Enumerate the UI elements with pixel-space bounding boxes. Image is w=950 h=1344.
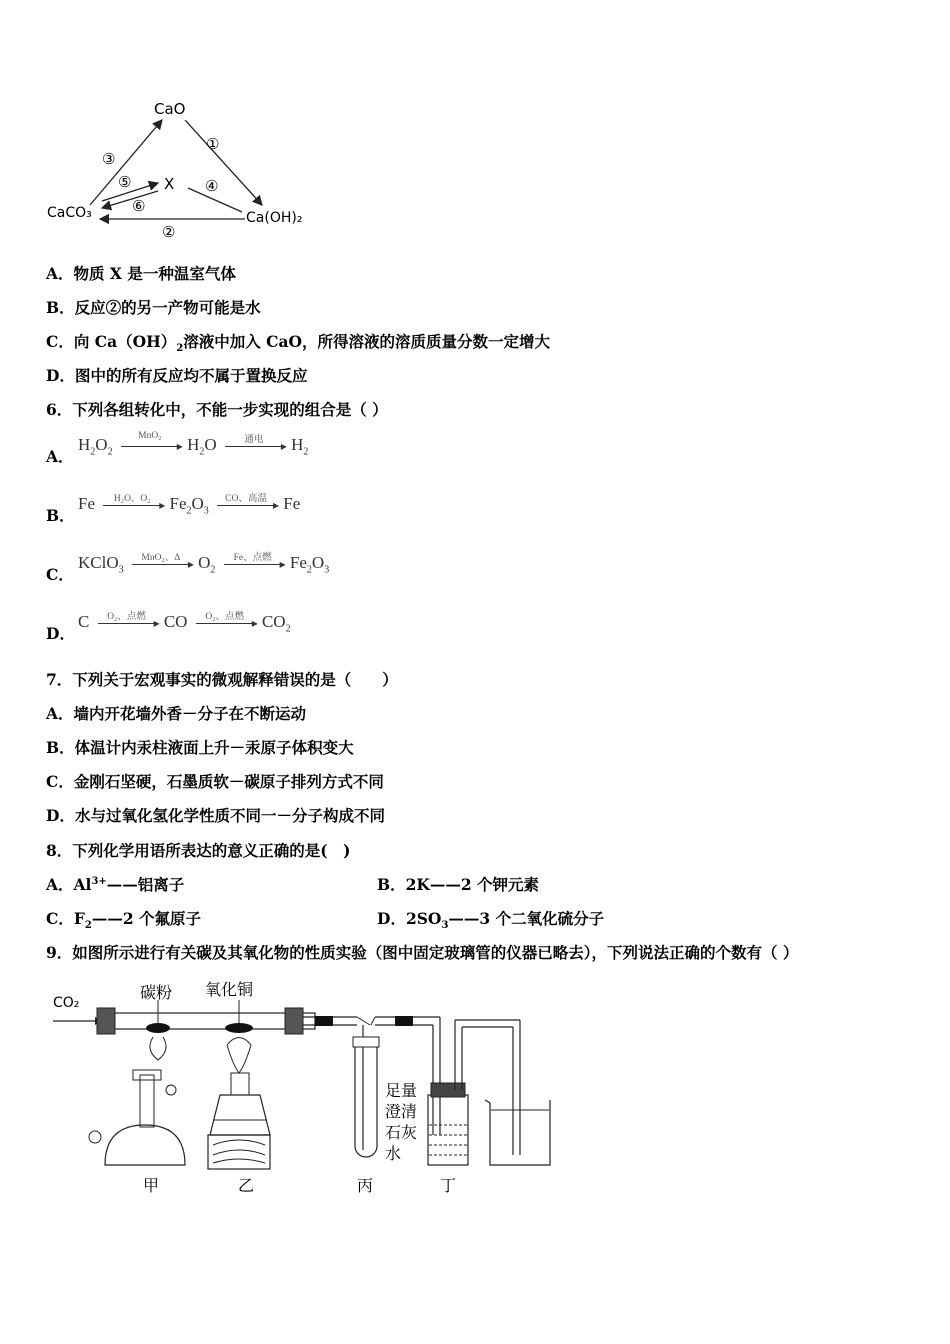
copper-oxide-label: 氧化铜 <box>205 980 254 999</box>
co2-label: CO₂ <box>53 995 80 1011</box>
arrow-3 <box>90 120 162 205</box>
limewater-label <box>385 1080 417 1164</box>
limewater-line-1: 足量 <box>385 1081 418 1100</box>
arrow-6 <box>102 191 158 208</box>
q6-stem: 6．下列各组转化中，不能一步实现的组合是（ ） <box>46 400 388 419</box>
carbon-powder-label: 碳粉 <box>140 983 173 1002</box>
label-yi: 乙 <box>238 1176 255 1195</box>
q8-option-b: B．2K——2 个钾元素 <box>377 875 540 894</box>
q6-d-label: D． <box>46 624 75 643</box>
label-jia: 甲 <box>143 1176 160 1195</box>
reaction-2-label: ② <box>162 223 176 241</box>
caoh2-label: Ca(OH)₂ <box>246 210 303 226</box>
q7-option-c: C．金刚石坚硬，石墨质软－碳原子排列方式不同 <box>46 772 384 791</box>
q5-option-c <box>46 330 550 354</box>
caco3-label: CaCO₃ <box>47 205 92 221</box>
arrow-icon: MnO₂、Δ ▸ <box>128 555 194 573</box>
q9-stem: 9．如图所示进行有关碳及其氧化物的性质实验（图中固定玻璃管的仪器已略去），下列说法正确的个数有（ ） <box>46 943 799 962</box>
q6-option-b: Fe H₂O、O₂ ▸ $Fe_2O_3$ CO、高温 ▸ Fe <box>78 494 301 517</box>
arrow-icon: O₂、点燃 ▸ <box>94 614 160 632</box>
apparatus-figure <box>45 975 565 1205</box>
q7-option-a: A．墙内开花墙外香－分子在不断运动 <box>46 704 307 723</box>
q5-c-text: C．向 Ca（OH） <box>46 332 177 351</box>
label-ding: 丁 <box>440 1176 457 1195</box>
arrow-icon: O₂、点燃 ▸ <box>192 614 258 632</box>
q5-c-sub: 2 <box>176 343 184 355</box>
label-bing: 丙 <box>357 1176 374 1195</box>
apparatus-drawing <box>45 975 565 1205</box>
limewater-line-4: 水 <box>385 1144 402 1163</box>
q6-b-label: B． <box>46 506 75 525</box>
x-label: X <box>164 175 175 193</box>
arrow-icon: 通电 ▸ <box>221 437 287 455</box>
q7-option-d: D．水与过氧化氢化学性质不同一－分子构成不同 <box>46 806 385 825</box>
q6-a-label: A． <box>46 447 74 466</box>
reaction-diagram <box>40 95 320 245</box>
q5-option-d: D．图中的所有反应均不属于置换反应 <box>46 366 308 385</box>
q5-option-b: B．反应②的另一产物可能是水 <box>46 298 261 317</box>
reaction-4-label: ④ <box>205 177 219 195</box>
q6-option-c: KClO$_3$ MnO₂、Δ ▸ $O_2$ Fe、点燃 ▸ $Fe_2O_3$ <box>78 553 330 576</box>
reaction-1-label: ① <box>206 135 220 153</box>
q8-stem: 8．下列化学用语所表达的意义正确的是( ) <box>46 841 351 860</box>
q8-option-d: D．$2SO_3——3$ 个二氧化硫分子 <box>377 909 605 932</box>
q8-option-a: A．$Al^{3+}——$铝离子 <box>46 875 185 894</box>
q6-option-d: C O₂、点燃 ▸ CO O₂、点燃 ▸ $CO_2$ <box>78 612 291 635</box>
cao-label: CaO <box>154 100 186 118</box>
limewater-line-2: 澄清 <box>385 1102 418 1121</box>
q8-option-c: C．$F_2——2$ 个氟原子 <box>46 909 201 932</box>
q5-option-a: A．物质 X 是一种温室气体 <box>46 264 236 283</box>
reaction-6-label: ⑥ <box>132 197 146 215</box>
q6-option-a: $H_2O_2$ MnO₂ ▸ $H_2O$ 通电 ▸ $H_2$ <box>78 431 309 458</box>
reaction-5-label: ⑤ <box>118 173 132 191</box>
q5-c-text-2: 溶液中加入 CaO，所得溶液的溶质质量分数一定增大 <box>183 332 551 351</box>
arrow-icon: H₂O、O₂ ▸ <box>99 496 165 514</box>
q6-c-label: C． <box>46 565 74 584</box>
q7-option-b: B．体温计内汞柱液面上升－汞原子体积变大 <box>46 738 354 757</box>
limewater-line-3: 石灰 <box>385 1123 418 1142</box>
arrow-icon: CO、高温 ▸ <box>213 496 279 514</box>
q7-stem: 7．下列关于宏观事实的微观解释错误的是（ ） <box>46 670 398 689</box>
reaction-3-label: ③ <box>102 150 116 168</box>
arrow-icon: MnO₂ ▸ <box>117 437 183 455</box>
arrow-icon: Fe、点燃 ▸ <box>220 555 286 573</box>
